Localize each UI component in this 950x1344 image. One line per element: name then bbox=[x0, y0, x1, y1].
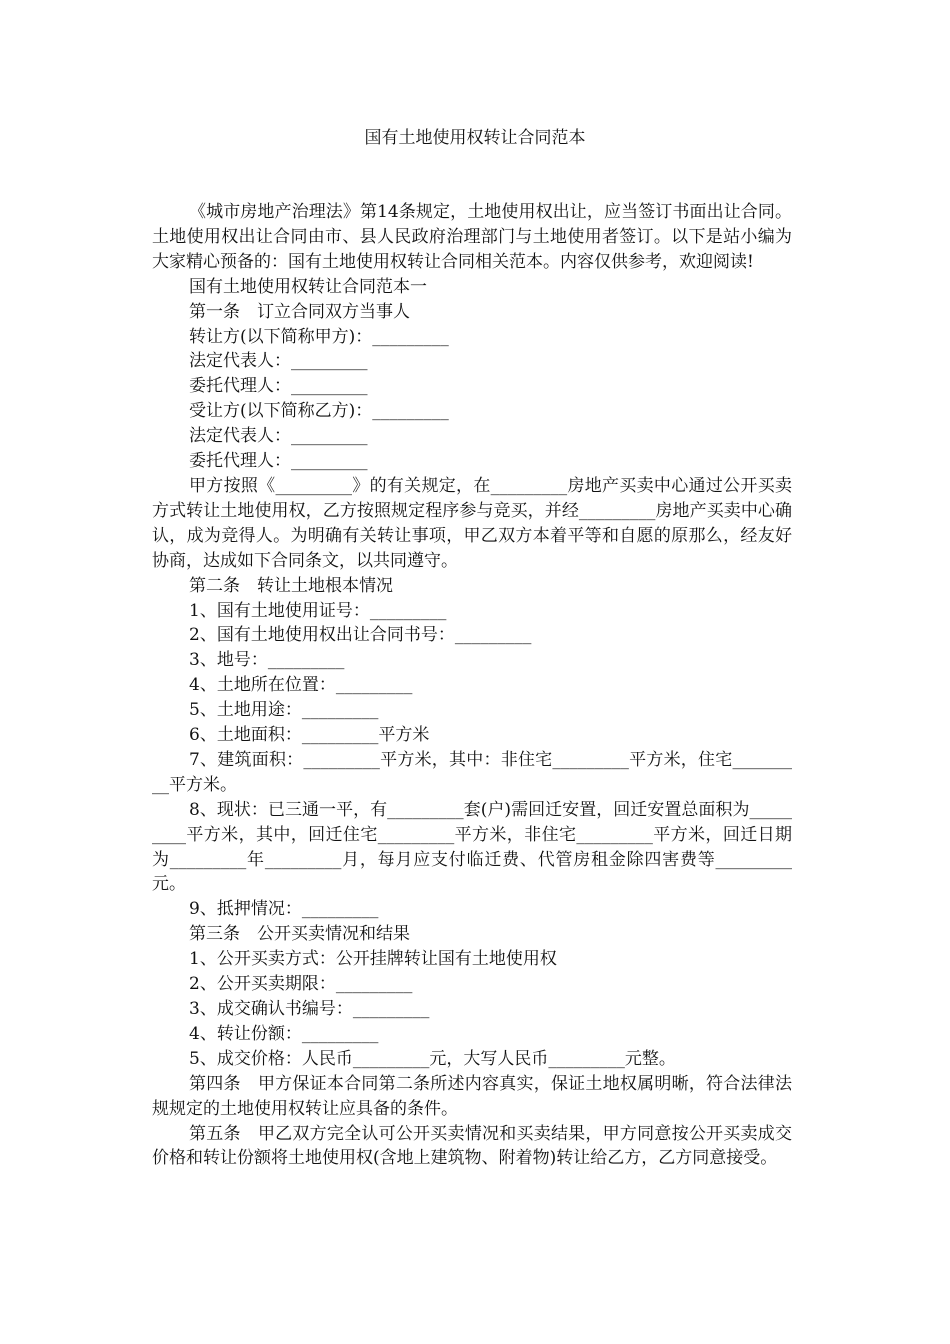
list-item: 9、抵押情况：_________ bbox=[189, 899, 379, 920]
list-item: 1、公开买卖方式：公开挂牌转让国有土地使用权 bbox=[189, 949, 557, 970]
form-line: 委托代理人：_________ bbox=[189, 451, 368, 472]
intro-paragraph: 《城市房地产治理法》第14条规定，土地使用权出让，应当签订书面出让合同。土地使用权出让合同由市、县人民政府治理部门与土地使用者签订。以下是站小编为大家精心预备的：国有土地使用权转让合同相关范本。内容仅供参考，欢迎阅读! bbox=[152, 202, 792, 272]
list-item: 4、转让份额：_________ bbox=[189, 1023, 379, 1044]
form-line: 受让方(以下简称乙方)：_________ bbox=[189, 401, 449, 422]
form-line: 转让方(以下简称甲方)：_________ bbox=[189, 326, 449, 347]
list-item: 3、地号：_________ bbox=[189, 650, 345, 671]
article-heading: 第三条 公开买卖情况和结果 bbox=[189, 924, 410, 945]
list-item: 2、国有土地使用权出让合同书号：_________ bbox=[189, 625, 532, 646]
form-line: 法定代表人：_________ bbox=[189, 426, 368, 447]
section-heading: 国有土地使用权转让合同范本一 bbox=[189, 276, 427, 297]
form-line: 委托代理人：_________ bbox=[189, 376, 368, 397]
list-item: 5、成交价格：人民币_________元，大写人民币_________元整。 bbox=[189, 1048, 676, 1069]
document-body bbox=[152, 200, 792, 1171]
article-paragraph: 第五条 甲乙双方完全认可公开买卖情况和买卖结果，甲方同意按公开买卖成交价格和转让份额将土地使用权(含地上建筑物、附着物)转让给乙方，乙方同意接受。 bbox=[152, 1123, 792, 1169]
list-item: 5、土地用途：_________ bbox=[189, 700, 379, 721]
list-item: 7、建筑面积：_________平方米，其中：非住宅_________平方米，住宅_________平方米。 bbox=[152, 749, 792, 795]
list-item: 3、成交确认书编号：_________ bbox=[189, 999, 430, 1019]
article-heading: 第二条 转让土地根本情况 bbox=[189, 575, 393, 596]
form-line: 法定代表人：_________ bbox=[189, 351, 368, 372]
body-paragraph: 甲方按照《_________》的有关规定，在_________房地产买卖中心通过公开买卖方式转让土地使用权，乙方按照规定程序参与竞买，并经_________房地产买卖中心确认，成为竞得人。为明确有关转让事项，甲乙双方本着平等和自愿的原那么，经友好协商，达成如下合同条文，以共同遵守。 bbox=[152, 475, 792, 571]
list-item: 6、土地面积：_________平方米 bbox=[189, 725, 430, 746]
article-paragraph: 第四条 甲方保证本合同第二条所述内容真实，保证土地权属明晰，符合法律法规规定的土地使用权转让应具备的条件。 bbox=[152, 1073, 792, 1119]
article-heading: 第一条 订立合同双方当事人 bbox=[189, 301, 410, 322]
list-item: 1、国有土地使用证号：_________ bbox=[189, 600, 447, 621]
list-item: 8、现状：已三通一平，有_________套(户)需回迁安置，回迁安置总面积为_________平方米，其中，回迁住宅_________平方米，非住宅_________平方米，回迁日期为_________年_________月，每月应支付临迁费、代管房租金除四害费等_________元。 bbox=[152, 799, 792, 895]
list-item: 2、公开买卖期限：_________ bbox=[189, 974, 413, 995]
list-item: 4、土地所在位置：_________ bbox=[189, 675, 413, 696]
page-title: 国有土地使用权转让合同范本 bbox=[364, 128, 586, 148]
